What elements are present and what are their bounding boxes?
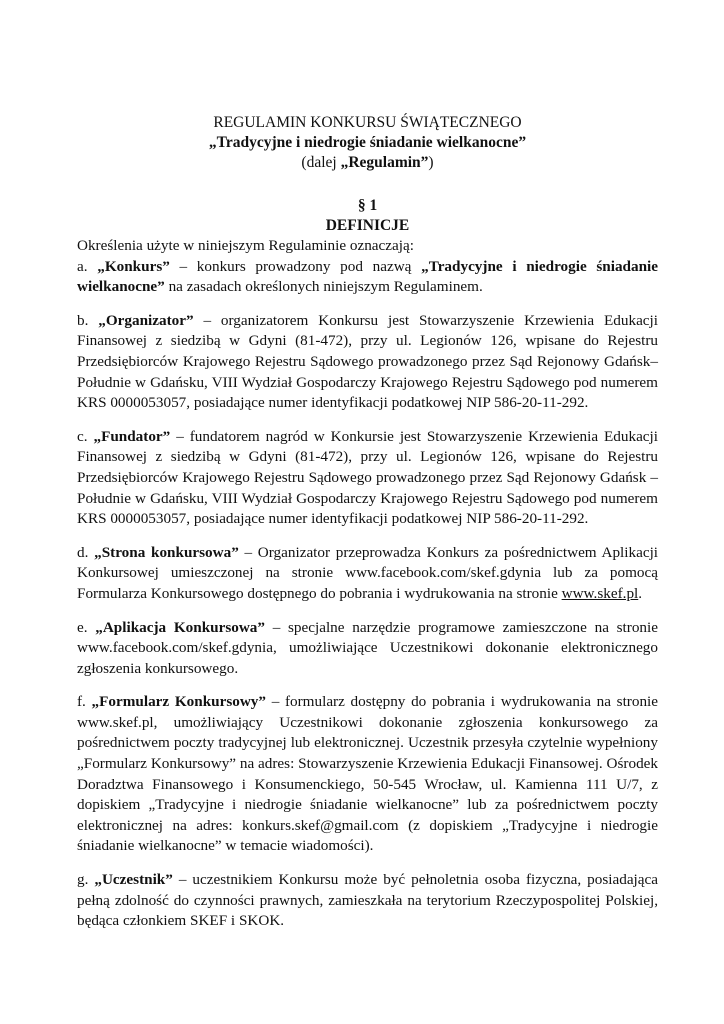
- item-term: „Formularz Konkursowy”: [91, 693, 266, 711]
- item-text-end: .: [638, 584, 643, 602]
- item-contest-name: „Tradycyjne i niedrogie śniadanie wielkanocne”: [77, 257, 658, 296]
- section-title: DEFINICJE: [325, 217, 410, 234]
- item-letter: c.: [77, 427, 94, 445]
- definition-item-fundator: [77, 427, 658, 530]
- document-page: [77, 113, 658, 932]
- item-text: – Organizator przeprowadza Konkurs za pośrednictwem Aplikacji Konkursowej umieszczonej na stronie www.facebook.com/skef.gdynia lub za pomocą Formularza Konkursowego dostępnego do pobrania i wydrukowania na stronie: [77, 543, 659, 602]
- item-letter: d.: [77, 543, 95, 561]
- definitions-intro: Określenia użyte w niniejszym Regulaminie oznaczają:: [77, 237, 414, 254]
- alias-name: „Regulamin”: [340, 154, 429, 171]
- definition-item-formularz-konkursowy: [77, 692, 658, 857]
- item-text-end: na zasadach określonych niniejszym Regulaminem.: [164, 278, 483, 296]
- item-letter: g.: [77, 871, 95, 889]
- item-text: – specjalne narzędzie programowe zamieszczone na stronie www.facebook.com/skef.gdynia, umożliwiające Uczestnikowi dokonanie elektronicznego zgłoszenia konkursowego.: [77, 618, 658, 677]
- item-text: – formularz dostępny do pobrania i wydrukowania na stronie www.skef.pl, umożliwiający Uczestnikowi dokonanie zgłoszenia konkursowego za pośrednictwem poczty tradycyjnej lub elektronicznej. Uczestnik przesyła czytelnie wypełniony „Formularz Konkursowy” na adres: Stowarzyszenie Krzewienia Edukacji Finansowej. Ośrodek Doradztwa Finansowego i Konsumenckiego, 50-545 Wrocław, ul. Kamienna 111 U/7, z dopiskiem „Tradycyjne i niedrogie śniadanie wielkanocne” lub za pośrednictwem poczty elektronicznej na adres: konkurs.skef@gmail.com (z dopiskiem „Tradycyjne i niedrogie śniadanie wielkanocne” w temacie wiadomości).: [77, 693, 659, 855]
- definition-item-konkurs: [77, 257, 658, 298]
- item-term: „Konkurs”: [97, 257, 170, 275]
- section-sign: § 1: [357, 197, 378, 214]
- document-alias: [77, 153, 658, 173]
- item-term: „Organizator”: [98, 311, 194, 329]
- skef-website-link[interactable]: www.skef.pl: [561, 584, 639, 602]
- definition-item-aplikacja-konkursowa: [77, 618, 658, 680]
- item-letter: b.: [77, 311, 99, 329]
- item-letter: a.: [77, 257, 98, 275]
- definition-item-strona-konkursowa: [77, 543, 658, 605]
- definition-item-organizator: [77, 311, 658, 414]
- item-term: „Uczestnik”: [94, 871, 173, 889]
- definition-item-uczestnik: [77, 870, 658, 932]
- item-term: „Aplikacja Konkursowa”: [95, 618, 265, 636]
- item-term: „Strona konkursowa”: [94, 543, 239, 561]
- item-text: – uczestnikiem Konkursu może być pełnoletnia osoba fizyczna, posiadająca pełną zdolność do czynności prawnych, zamieszkała na terytorium Rzeczypospolitej Polskiej, będąca członkiem SKEF i SKOK.: [77, 871, 659, 930]
- item-term: „Fundator”: [93, 427, 171, 445]
- contest-name: „Tradycyjne i niedrogie śniadanie wielkanocne”: [208, 134, 527, 151]
- item-letter: e.: [77, 618, 96, 636]
- alias-suffix: ): [428, 154, 434, 171]
- alias-prefix: (dalej: [301, 154, 341, 171]
- item-text: – organizatorem Konkursu jest Stowarzyszenie Krzewienia Edukacji Finansowej z siedzibą w Gdyni (81-472), przy ul. Legionów 126, wpisane do Rejestru Przedsiębiorców Krajowego Rejestru Sądowego prowadzonego przez Sąd Rejonowy Gdańsk–Południe w Gdańsku, VIII Wydział Gospodarczy Krajowego Rejestru Sądowego pod numerem KRS 0000053057, posiadające numer identyfikacji podatkowej NIP 586-20-11-292.: [77, 311, 658, 412]
- item-text: – konkurs prowadzony pod nazwą: [169, 257, 422, 275]
- item-letter: f.: [77, 693, 92, 711]
- item-text: – fundatorem nagród w Konkursie jest Stowarzyszenie Krzewienia Edukacji Finansowej z siedzibą w Gdyni (81-472), przy ul. Legionów 126, wpisane do Rejestru Przedsiębiorców Krajowego Rejestru Sądowego prowadzonego przez Sąd Rejonowy Gdańsk – Południe w Gdańsku, VIII Wydział Gospodarczy Krajowego Rejestru Sądowego pod numerem KRS 0000053057, posiadające numer identyfikacji podatkowej NIP 586-20-11-292.: [77, 427, 658, 528]
- document-title: REGULAMIN KONKURSU ŚWIĄTECZNEGO: [213, 114, 522, 131]
